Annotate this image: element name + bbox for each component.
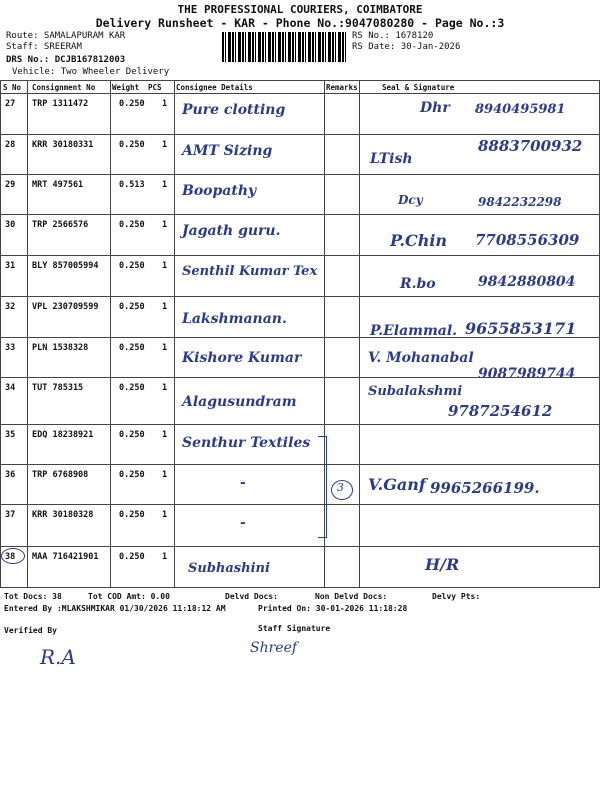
row-sno: 36 [5,470,16,480]
row-consignment: MAA 716421901 [32,552,99,562]
row-phone: 8940495981 [475,102,566,117]
row-weight: 0.250 [119,220,145,230]
verifier-signature: R.A [40,645,76,669]
row-consignment: EDQ 18238921 [32,430,94,440]
table-row [0,215,600,255]
row-consignment: PLN 1538328 [32,343,89,353]
row-signature: LTish [370,151,413,167]
staff-signature: Shreef [250,640,298,656]
row-pcs: 1 [162,470,168,480]
row-signature: V.Ganf [368,475,426,494]
row-pcs: 1 [162,510,168,520]
row-pcs: 1 [162,99,168,109]
total-cod-amount: Tot COD Amt: 0.00 [88,592,170,601]
row-sno: 31 [5,261,16,271]
row-consignment: KRR 30180328 [32,510,94,520]
row-consignee: Senthur Textiles [182,435,311,451]
row-consignee: Lakshmanan. [182,311,287,327]
rows-bracket-mark [318,436,327,538]
col-header-consignment: Consignment No [32,83,96,92]
col-header-pcs: PCS [148,83,162,92]
row-pcs: 1 [162,343,168,353]
row-sno: 34 [5,383,16,393]
table-row [0,425,600,465]
non-delivered-docs: Non Delvd Docs: [315,592,388,601]
table-row [0,256,600,296]
row-consignment: TRP 1311472 [32,99,89,109]
row-phone: 9655853171 [465,319,577,338]
table-top-border [0,80,600,81]
row-consignee: Jagath guru. [182,223,281,239]
row-weight: 0.250 [119,470,145,480]
row-weight: 0.513 [119,180,145,190]
row-38-circle-mark [1,548,25,564]
row-weight: 0.250 [119,430,145,440]
table-row [0,465,600,505]
row-pcs: 1 [162,552,168,562]
row-pcs: 1 [162,261,168,271]
row-weight: 0.250 [119,261,145,271]
row-phone: 9842232298 [478,195,562,209]
row-sno: 28 [5,140,16,150]
row-phone: 7708556309 [475,231,580,249]
total-docs: Tot Docs: 38 [4,592,62,601]
row-consignment: TUT 785315 [32,383,84,393]
delivery-points: Delvy Pts: [432,592,481,601]
row-phone: 9965266199. [430,479,540,497]
printed-on: Printed On: 30-01-2026 11:18:28 [258,604,408,613]
row-consignee: Senthil Kumar Tex [182,264,318,279]
row-pcs: 1 [162,302,168,312]
row-sno: 32 [5,302,16,312]
table-row [0,297,600,337]
row-consignee: AMT Sizing [182,143,273,159]
row-pcs: 1 [162,220,168,230]
table-row [0,505,600,545]
table-row [0,135,600,175]
row-consignee: Pure clotting [182,102,286,118]
row-consignee: Boopathy [182,183,257,199]
row-consignee: Alagusundram [182,394,297,410]
row-signature: P.Chin [390,231,448,250]
staff-signature-label: Staff Signature [258,624,331,633]
row-sno: 29 [5,180,16,190]
row-consignee: - [240,475,246,491]
row-sno: 33 [5,343,16,353]
row-weight: 0.250 [119,343,145,353]
col-header-consignee: Consignee Details [176,83,253,92]
row-pcs: 1 [162,180,168,190]
verified-by-label: Verified By [4,626,57,635]
row-weight: 0.250 [119,302,145,312]
table-row [0,378,600,418]
row-pcs: 1 [162,383,168,393]
col-header-signature: Seal & Signature [382,83,455,92]
row-sno: 38 [5,552,16,562]
row-pcs: 1 [162,430,168,440]
delivered-docs: Delvd Docs: [225,592,278,601]
row-signature: V. Mohanabal [368,350,474,366]
row-sno: 37 [5,510,16,520]
row-weight: 0.250 [119,510,145,520]
drs-number: DRS No.: DCJB167812003 [6,55,126,65]
row-weight: 0.250 [119,140,145,150]
barcode [222,32,348,62]
col-header-sno: S No [3,83,22,92]
row-consignment: VPL 230709599 [32,302,99,312]
row-consignee: Subhashini [188,561,270,576]
row-consignee: Kishore Kumar [182,350,302,366]
table-row [0,94,600,134]
route: Route: SAMALAPURAM KAR [6,31,126,41]
table-row [0,175,600,215]
table-row [0,338,600,382]
row-signature: P.Elammal. [370,323,458,339]
staff: Staff: SREERAM [6,42,82,52]
row-phone: 9787254612 [448,402,553,420]
row-signature: H/R [425,555,460,574]
rs-number: RS No.: 1678120 [352,31,434,41]
row-consignment: MRT 497561 [32,180,84,190]
row-signature: Dcy [398,193,423,207]
row-weight: 0.250 [119,99,145,109]
vehicle: Vehicle: Two Wheeler Delivery [12,67,170,77]
rs-date: RS Date: 30-Jan-2026 [352,42,461,52]
runsheet-title: Delivery Runsheet - KAR - Phone No.:9047080280 - Page No.:3 [95,16,505,30]
row-phone: 8883700932 [478,137,583,155]
row-weight: 0.250 [119,552,145,562]
table-row [0,547,600,587]
row-sno: 35 [5,430,16,440]
row-phone: 9842880804 [478,274,576,290]
company-name: THE PROFESSIONAL COURIERS, COIMBATORE [177,3,423,16]
row-signature: Dhr [420,100,450,116]
row-phone: 9087989744 [478,366,576,382]
col-header-remarks: Remarks [326,83,358,92]
remark-count: 3 [337,481,344,494]
row-consignment: BLY 857005994 [32,261,99,271]
row-consignment: TRP 2566576 [32,220,89,230]
row-weight: 0.250 [119,383,145,393]
row-signature: R.bo [400,276,436,292]
row-sno: 30 [5,220,16,230]
row-consignment: KRR 30180331 [32,140,94,150]
row-consignment: TRP 6768908 [32,470,89,480]
row-pcs: 1 [162,140,168,150]
entered-by: Entered By :MLAKSHMIKAR 01/30/2026 11:18:12 AM [4,604,226,613]
row-consignee: - [240,515,246,531]
table-bottom-border [0,587,600,588]
row-signature: Subalakshmi [368,384,463,399]
row-sno: 27 [5,99,16,109]
col-header-weight: Weight [112,83,140,92]
